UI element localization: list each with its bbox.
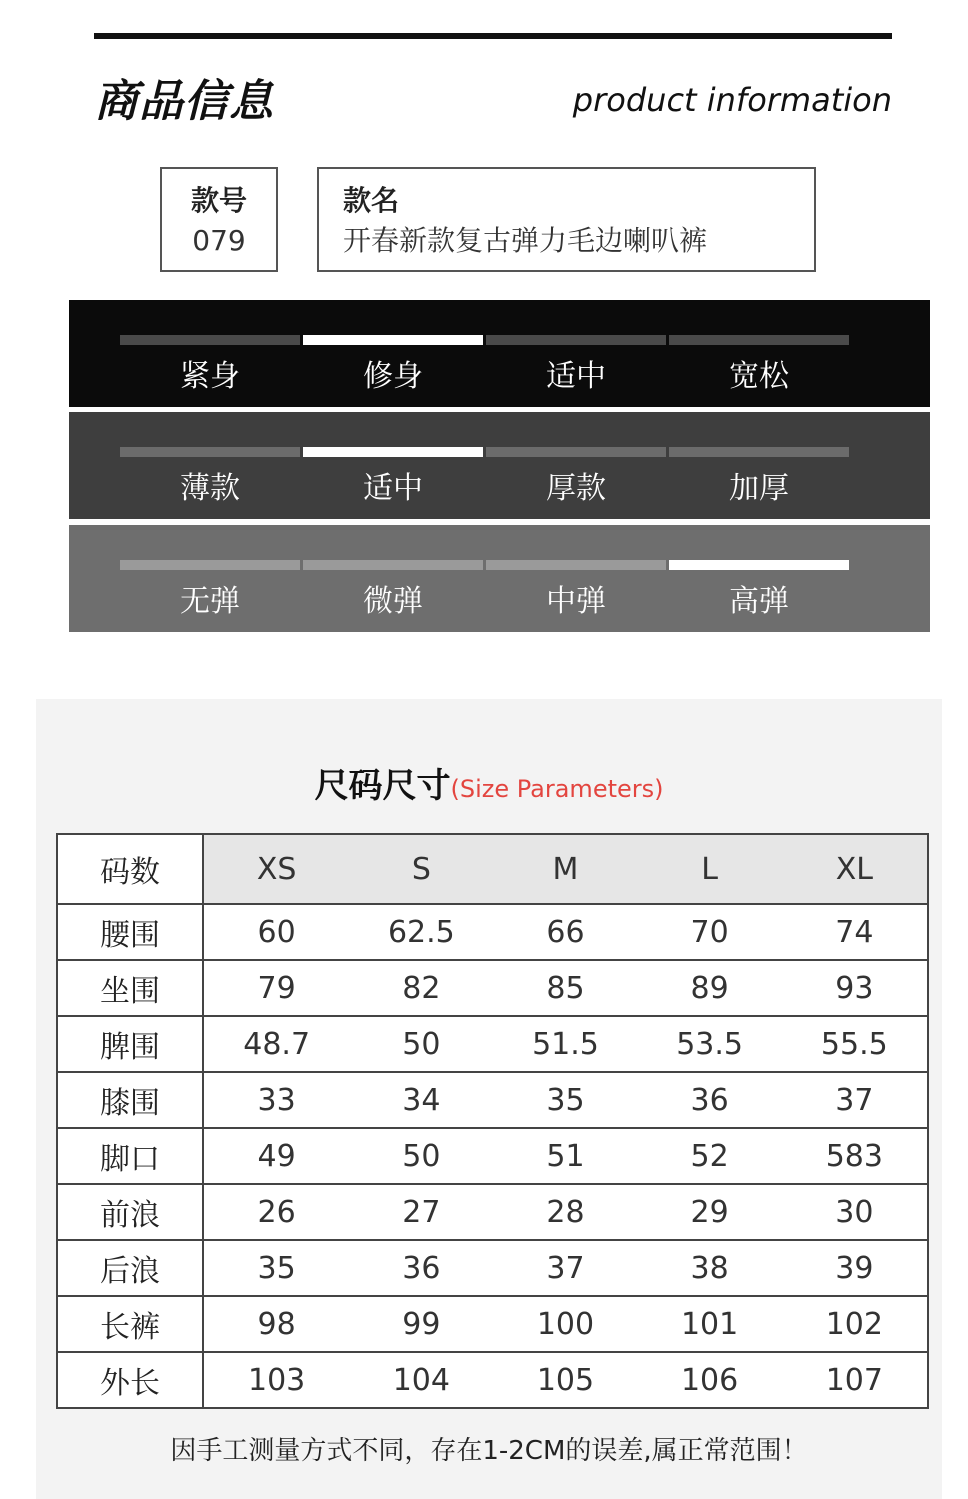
- measurement-value: 34: [349, 1072, 493, 1128]
- thickness-indicator-bar: [486, 447, 666, 457]
- measurement-value: 28: [493, 1184, 637, 1240]
- thickness-option-label: 加厚: [729, 471, 789, 506]
- elasticity-indicator-bar: [120, 560, 300, 570]
- top-divider: [94, 33, 892, 39]
- thickness-indicator-bar: [303, 447, 483, 457]
- measurement-label: 腰围: [57, 904, 203, 960]
- elasticity-indicator-bar: [303, 560, 483, 570]
- measurement-value: 52: [638, 1128, 782, 1184]
- fit-option: [303, 335, 483, 394]
- elasticity-option-label: 无弹: [180, 584, 240, 619]
- measurement-label: 外长: [57, 1352, 203, 1408]
- fit-indicator-bar: [120, 335, 300, 345]
- measurement-value: 37: [782, 1072, 928, 1128]
- measurement-value: 35: [203, 1240, 349, 1296]
- thickness-option: [120, 447, 300, 506]
- measurement-label: 膝围: [57, 1072, 203, 1128]
- elasticity-option: [669, 560, 849, 619]
- style-number-label: 款号: [190, 184, 247, 217]
- size-chart-title: [36, 761, 942, 817]
- fit-option-label: 宽松: [729, 359, 789, 394]
- thickness-option: [303, 447, 483, 506]
- measurement-label: 后浪: [57, 1240, 203, 1296]
- fit-indicator-bar: [486, 335, 666, 345]
- measurement-label: 长裤: [57, 1296, 203, 1352]
- measurement-value: 583: [782, 1128, 928, 1184]
- measurement-value: 105: [493, 1352, 637, 1408]
- size-table: [56, 833, 929, 1409]
- fit-indicator-bar: [303, 335, 483, 345]
- measurement-label: 前浪: [57, 1184, 203, 1240]
- measurement-label: 脾围: [57, 1016, 203, 1072]
- thickness-option: [669, 447, 849, 506]
- fit-option: [486, 335, 666, 394]
- measurement-value: 99: [349, 1296, 493, 1352]
- section-title-en: product information: [572, 81, 892, 119]
- measurement-value: 107: [782, 1352, 928, 1408]
- measurement-value: 50: [349, 1016, 493, 1072]
- measurement-value: 27: [349, 1184, 493, 1240]
- measurement-value: 36: [638, 1072, 782, 1128]
- elasticity-indicator-bar: [486, 560, 666, 570]
- section-title-cn: 商品信息: [94, 76, 274, 127]
- measurement-value: 101: [638, 1296, 782, 1352]
- measurement-value: 35: [493, 1072, 637, 1128]
- table-row: [57, 1128, 928, 1184]
- table-row: [57, 1352, 928, 1408]
- thickness-indicator-bar: [669, 447, 849, 457]
- thickness-scale: [69, 412, 930, 519]
- measurement-value: 103: [203, 1352, 349, 1408]
- measurement-value: 93: [782, 960, 928, 1016]
- table-row: [57, 1016, 928, 1072]
- size-column-header: XL: [782, 834, 928, 904]
- measurement-value: 33: [203, 1072, 349, 1128]
- size-chart-panel: [36, 699, 942, 1499]
- measurement-value: 85: [493, 960, 637, 1016]
- measurement-value: 89: [638, 960, 782, 1016]
- thickness-option: [486, 447, 666, 506]
- measurement-value: 51.5: [493, 1016, 637, 1072]
- table-row: [57, 904, 928, 960]
- fit-option-label: 紧身: [180, 359, 240, 394]
- measurement-label: 坐围: [57, 960, 203, 1016]
- measurement-value: 62.5: [349, 904, 493, 960]
- measurement-value: 70: [638, 904, 782, 960]
- elasticity-option-label: 高弹: [729, 584, 789, 619]
- style-name-value: 开春新款复古弹力毛边喇叭裤: [343, 224, 708, 257]
- fit-option: [120, 335, 300, 394]
- elasticity-scale: [69, 525, 930, 632]
- measurement-value: 51: [493, 1128, 637, 1184]
- size-header-row: [57, 834, 928, 904]
- measurement-note: 因手工测量方式不同，存在1-2CM的误差,属正常范围！: [170, 1436, 808, 1466]
- measurement-value: 29: [638, 1184, 782, 1240]
- measurement-value: 30: [782, 1184, 928, 1240]
- size-chart-title-en: (Size Parameters): [450, 775, 664, 803]
- measurement-value: 66: [493, 904, 637, 960]
- measurement-value: 100: [493, 1296, 637, 1352]
- measurement-value: 26: [203, 1184, 349, 1240]
- style-number-box: [160, 167, 278, 272]
- style-name-box: [317, 167, 816, 272]
- measurement-value: 79: [203, 960, 349, 1016]
- thickness-option-label: 厚款: [546, 471, 606, 506]
- measurement-value: 60: [203, 904, 349, 960]
- measurement-value: 38: [638, 1240, 782, 1296]
- elasticity-option: [303, 560, 483, 619]
- corner-label: 码数: [57, 834, 203, 904]
- measurement-value: 36: [349, 1240, 493, 1296]
- size-column-header: L: [638, 834, 782, 904]
- measurement-value: 82: [349, 960, 493, 1016]
- size-chart-title-cn: 尺码尺寸: [314, 766, 451, 806]
- elasticity-indicator-bar: [669, 560, 849, 570]
- table-row: [57, 1296, 928, 1352]
- fit-scale: [69, 300, 930, 407]
- fit-option-label: 适中: [546, 359, 606, 394]
- fit-indicator-bar: [669, 335, 849, 345]
- size-column-header: XS: [203, 834, 349, 904]
- size-column-header: S: [349, 834, 493, 904]
- thickness-option-label: 适中: [363, 471, 423, 506]
- measurement-value: 55.5: [782, 1016, 928, 1072]
- table-row: [57, 1072, 928, 1128]
- style-name-label: 款名: [343, 184, 400, 217]
- table-row: [57, 1184, 928, 1240]
- elasticity-option: [486, 560, 666, 619]
- measurement-value: 98: [203, 1296, 349, 1352]
- measurement-label: 脚口: [57, 1128, 203, 1184]
- measurement-value: 74: [782, 904, 928, 960]
- elasticity-option-label: 微弹: [363, 584, 423, 619]
- elasticity-option-label: 中弹: [546, 584, 606, 619]
- measurement-value: 50: [349, 1128, 493, 1184]
- measurement-value: 104: [349, 1352, 493, 1408]
- fit-option: [669, 335, 849, 394]
- thickness-option-label: 薄款: [180, 471, 240, 506]
- measurement-value: 49: [203, 1128, 349, 1184]
- measurement-value: 102: [782, 1296, 928, 1352]
- size-column-header: M: [493, 834, 637, 904]
- table-row: [57, 1240, 928, 1296]
- table-row: [57, 960, 928, 1016]
- fit-option-label: 修身: [363, 359, 423, 394]
- measurement-value: 48.7: [203, 1016, 349, 1072]
- elasticity-option: [120, 560, 300, 619]
- style-number-value: 079: [192, 224, 246, 257]
- thickness-indicator-bar: [120, 447, 300, 457]
- measurement-value: 53.5: [638, 1016, 782, 1072]
- measurement-value: 39: [782, 1240, 928, 1296]
- measurement-value: 106: [638, 1352, 782, 1408]
- measurement-value: 37: [493, 1240, 637, 1296]
